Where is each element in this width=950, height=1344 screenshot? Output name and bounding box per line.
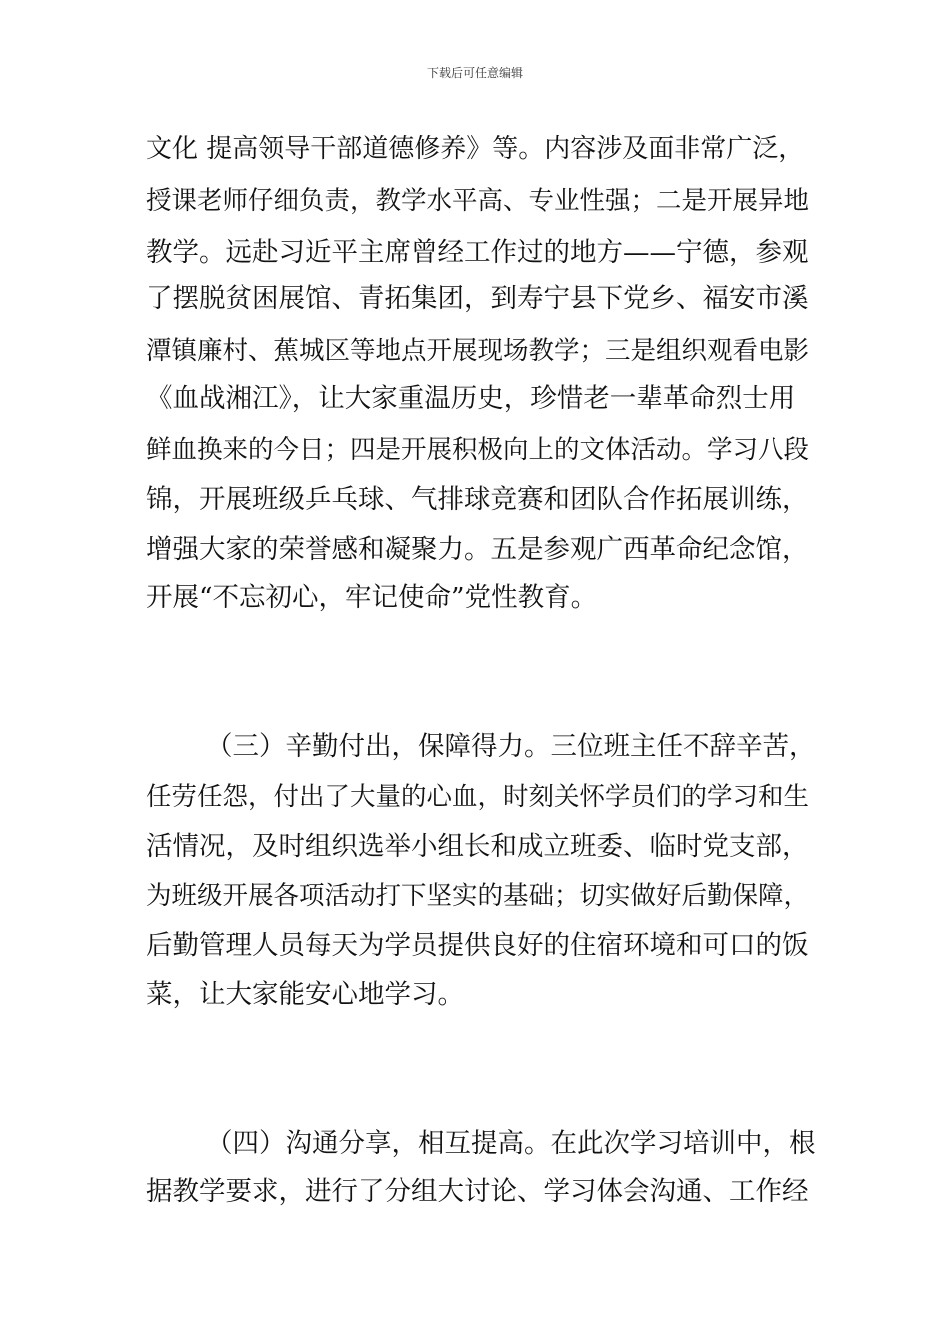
page-header: 下载后可任意编辑 — [426, 66, 523, 80]
text-line: 教学。远赴习近平主席曾经工作过的地方——宁德，参观 — [146, 237, 809, 268]
text-line: 了摆脱贫困展馆、青拓集团，到寿宁县下党乡、福安市溪 — [146, 283, 809, 314]
text-line: 授课老师仔细负责，教学水平高、专业性强；二是开展异地 — [146, 186, 810, 216]
text-line: 开展“不忘初心，牢记使命”党性教育。 — [146, 582, 598, 613]
text-line: 据教学要求，进行了分组大讨论、学习体会沟通、工作经 — [146, 1176, 809, 1207]
text-line: 增强大家的荣誉感和凝聚力。五是参观广西革命纪念馆， — [146, 534, 809, 565]
text-line: 为班级开展各项活动打下坚实的基础；切实做好后勤保障， — [146, 881, 810, 911]
text-line: 潭镇廉村、蕉城区等地点开展现场教学；三是组织观看电影 — [146, 336, 810, 366]
text-line: 鲜血换来的今日；四是开展积极向上的文体活动。学习八段 — [146, 435, 810, 465]
text-line: 任劳任怨，付出了大量的心血，时刻关怀学员们的学习和生 — [146, 782, 810, 812]
text-line: 后勤管理人员每天为学员提供良好的住宿环境和可口的饭 — [146, 930, 809, 961]
text-line: 锦，开展班级乒乓球、气排球竞赛和团队合作拓展训练， — [146, 484, 809, 515]
text-line: 活情况，及时组织选举小组长和成立班委、临时党支部， — [146, 831, 809, 862]
text-line: 《血战湘江》，让大家重温历史，珍惜老一辈革命烈士用 — [146, 383, 796, 414]
text-line: （三）辛勤付出，保障得力。三位班主任不辞辛苦， — [206, 731, 816, 762]
text-line: 文化 提高领导干部道德修养》等。内容涉及面非常广泛， — [146, 134, 805, 164]
text-line: （四）沟通分享，相互提高。在此次学习培训中，根 — [206, 1128, 816, 1159]
text-line: 菜，让大家能安心地学习。 — [146, 979, 464, 1010]
